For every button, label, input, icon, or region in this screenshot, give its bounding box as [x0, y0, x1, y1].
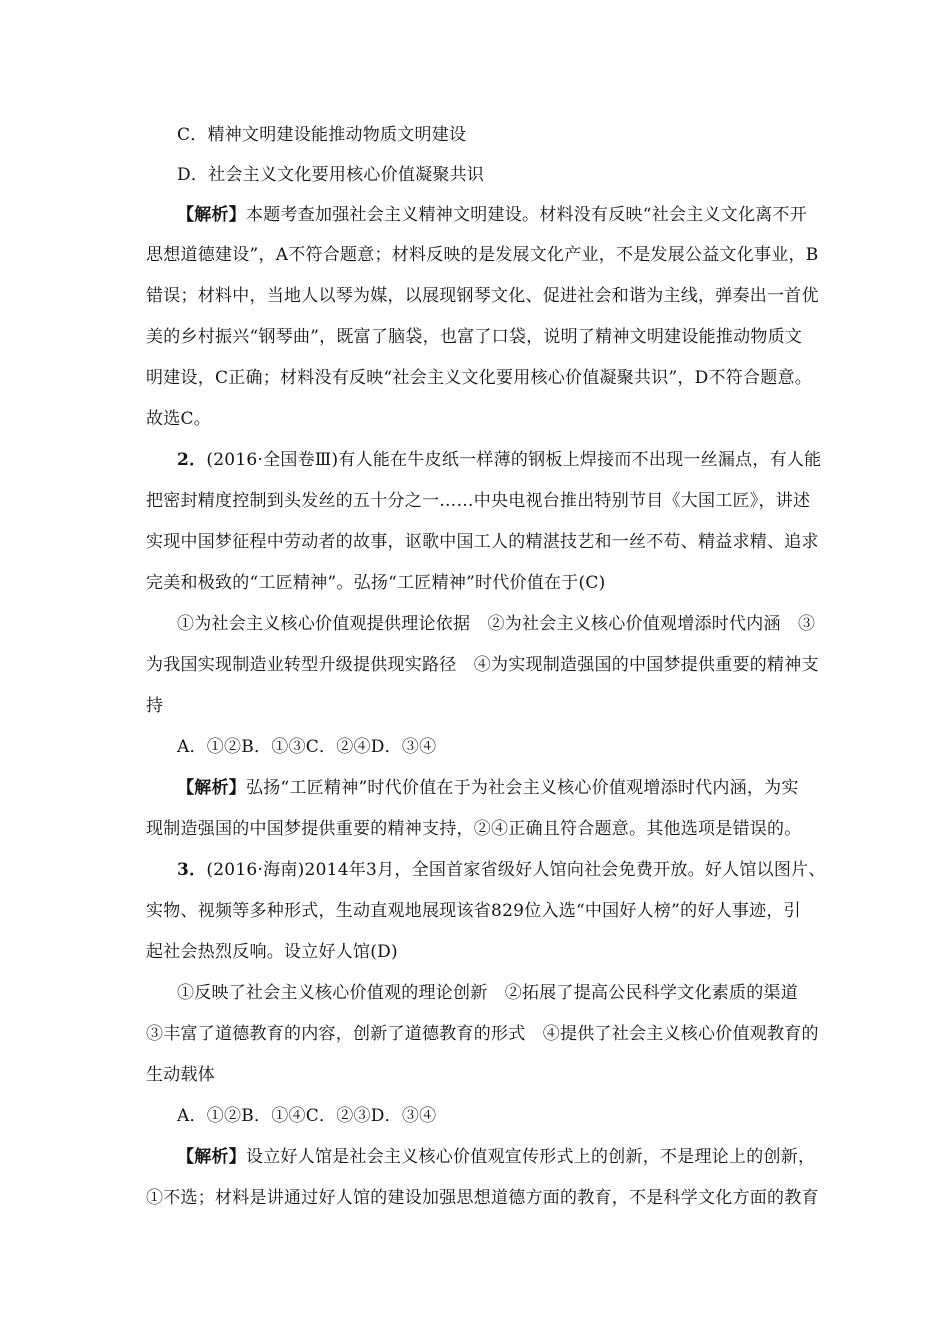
q3-stem-line-2: 实物、视频等多种形式，生动直观地展现该省829位入选“中国好人榜”的好人事迹，引	[146, 901, 801, 921]
q3-items-line-1: ①反映了社会主义核心价值观的理论创新 ②拓展了提高公民科学文化素质的渠道	[177, 983, 798, 1003]
q2-items-line-1: ①为社会主义核心价值观提供理论依据 ②为社会主义核心价值观增添时代内涵 ③	[177, 614, 816, 634]
q2-stem-line-4: 完美和极致的“工匠精神”。弘扬“工匠精神”时代价值在于(C)	[146, 573, 606, 593]
q2-items-line-3: 持	[146, 696, 164, 716]
q2-options: A．①②B．①③C．②④D．③④	[177, 737, 437, 757]
q2-analysis-line-1: 【解析】弘扬“工匠精神”时代价值在于为社会主义核心价值观增添时代内涵，为实	[177, 778, 799, 798]
q1-option-c: C．精神文明建设能推动物质文明建设	[177, 125, 467, 145]
q1-analysis-line-4: 美的乡村振兴“钢琴曲”，既富了脑袋，也富了口袋，说明了精神文明建设能推动物质文	[146, 327, 803, 347]
q3-options: A．①②B．①④C．②③D．③④	[177, 1106, 437, 1126]
q1-analysis-line-6: 故选C。	[146, 409, 212, 429]
q2-stem-line-2: 把密封精度控制到头发丝的五十分之一……中央电视台推出特别节目《大国工匠》，讲述	[146, 491, 811, 511]
analysis-tag: 【解析】	[177, 778, 246, 798]
q3-analysis-line-1: 【解析】设立好人馆是社会主义核心价值观宣传形式上的创新，不是理论上的创新，	[177, 1147, 816, 1167]
q2-number: 2．	[177, 450, 207, 470]
q1-option-d: D．社会主义文化要用核心价值凝聚共识	[177, 165, 485, 185]
analysis-tag: 【解析】	[177, 205, 246, 225]
q1-analysis-line-3: 错误；材料中，当地人以琴为媒，以展现钢琴文化、促进社会和谐为主线，弹奏出一首优	[146, 286, 819, 306]
q3-items-line-2: ③丰富了道德教育的内容，创新了道德教育的形式 ④提供了社会主义核心价值观教育的	[146, 1024, 819, 1044]
q2-stem-line-3: 实现中国梦征程中劳动者的故事，讴歌中国工人的精湛技艺和一丝不苟、精益求精、追求	[146, 532, 819, 552]
q1-analysis-line-5: 明建设，C正确；材料没有反映“社会主义文化要用核心价值凝聚共识”，D不符合题意。	[146, 368, 813, 388]
q3-number: 3．	[177, 860, 207, 880]
q1-analysis-line-1: 【解析】本题考查加强社会主义精神文明建设。材料没有反映“社会主义文化离不开	[177, 205, 807, 225]
q2-items-line-2: 为我国实现制造业转型升级提供现实路径 ④为实现制造强国的中国梦提供重要的精神支	[146, 655, 819, 675]
q3-items-line-3: 生动载体	[146, 1065, 215, 1085]
q3-stem-line-1: 3．(2016·海南)2014年3月，全国首家省级好人馆向社会免费开放。好人馆以图片、	[177, 860, 826, 880]
q1-analysis-line-2: 思想道德建设”，A不符合题意；材料反映的是发展文化产业，不是发展公益文化事业，B	[146, 245, 819, 265]
q2-analysis-line-2: 现制造强国的中国梦提供重要的精神支持，②④正确且符合题意。其他选项是错误的。	[146, 819, 802, 839]
q3-stem-line-3: 起社会热烈反响。设立好人馆(D)	[146, 942, 398, 962]
analysis-tag: 【解析】	[177, 1147, 246, 1167]
q3-analysis-line-2: ①不选；材料是讲通过好人馆的建设加强思想道德方面的教育，不是科学文化方面的教育	[146, 1188, 819, 1208]
q2-stem-line-1: 2．(2016·全国卷Ⅲ)有人能在牛皮纸一样薄的钢板上焊接而不出现一丝漏点，有人能	[177, 450, 822, 470]
